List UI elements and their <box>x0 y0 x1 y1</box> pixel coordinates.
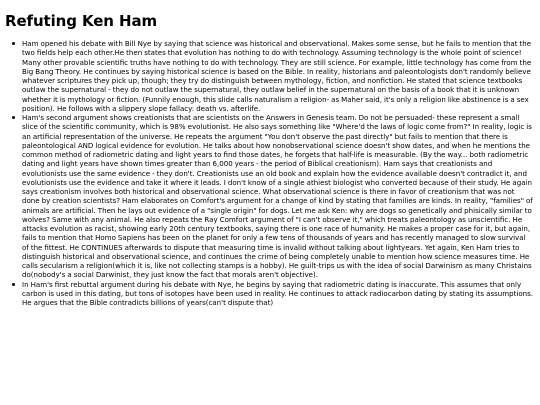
list-item: Ham opened his debate with Bill Nye by saying that science was historical and observational. Makes some sense, but he fails to mention that the two fields help each other.He then states that evolution has nothing to do with technology. Assuming technology is the whole point of science! Many other provable scientific truths have nothing to do with technology. They are still science. For example, little technology has come from the Big Bang Theory. He continues by saying historical science is based on the Bible. In reality, historians and paleontologists don't randomly believe whatever scriptures they pick up, though; they try do distinguish between mythology, fiction, and nonfiction. He stated that science textbooks outlaw the supernatural - they do not outlaw the supernatural, they outlaw belief in the supernatural on the basis of a book that it is unknown whether it is mythology or fiction. (Funnily enough, this slide calls naturalism a religion- as Maher said, it's only a religion like abstinence is a sex position). He follows with a slippery slope fallacy: death vs. afterlife. <box>22 39 534 113</box>
argument-list <box>4 39 534 307</box>
page-title: Refuting Ken Ham <box>5 12 158 30</box>
list-item: In Ham's first rebuttal argument during his debate with Nye, he begins by saying that radiometric dating is inaccurate. This assumes that only carbon is used in this dating, but tons of isotopes have been used in reality. He continues to attack radiocarbon dating by stating its assumptions. He argues that the Bible contradicts billions of years(can't dispute that) <box>22 279 534 307</box>
list-item: Ham's second argument shows creationists that are scientists on the Answers in Genesis team. Do not be persuaded- these represent a small slice of the scientific community, which is 98% evolutionist. He also says something like "Where'd the laws of logic come from?" In reality, logic is an artificial representation of the universe. He repeats the argument "You don't observe the past directly" but fails to mention that there is paleontological AND logical evidence for evolution. He talks about how nonobservational science doesn't show dates, and when he mentions the common method of radiometric dating and light years to find those dates, he forgets that half-life is measurable. (By the way... both radiometric dating and light years have shown times greater than 6,000 years - the period of Biblical creationism). Ham says that creationists and evolutionists use the same evidence - they don't. Creationists use an old book and explain how the evidence available doesn't contradict it, and evolutionists use the evidence and take it where it leads. I don't know of a single athiest biologist who converted because of their study. He again says creationism involves both historical and observational science. What observational science is there in favor of creationism that was not done by creation scientists? Ham elaborates on Comfort's argument for a change of kind by stating that families are kinds. In reality, "families" of animals are artificial. Then he lays out evidence of a "single origin" for dogs. Let me ask Ken: why are dogs so genetically and phisically similar to wolves? Same with any animal. He also repeats the Ray Comfort argument of "I can't observe it," which treats paleontology as unscientific. He attacks evolution as racist, showing early 20th century textbooks, saying there is one race of humanity. He makes a proper case for it, but again, fails to mention that Homo Sapiens has been on the planet for only a few tens of thousands of years and has recently managed to slow survival of the fittest. He CONTINUES afterwards to dispute that measuring time is invalid without talking about lightyears. Yet again, Ken Ham tries to distinguish historical and observational science, and continues the crime of being completely unable to mention how science measures time. He calls secularism a religion(which it is, like not collecting stamps is a hobby). He guilt-trips us with the idea of social Darwinism as many Christains do(nobody's a social Darwinist, they just know the fact that morals aren't objective). <box>22 113 533 280</box>
